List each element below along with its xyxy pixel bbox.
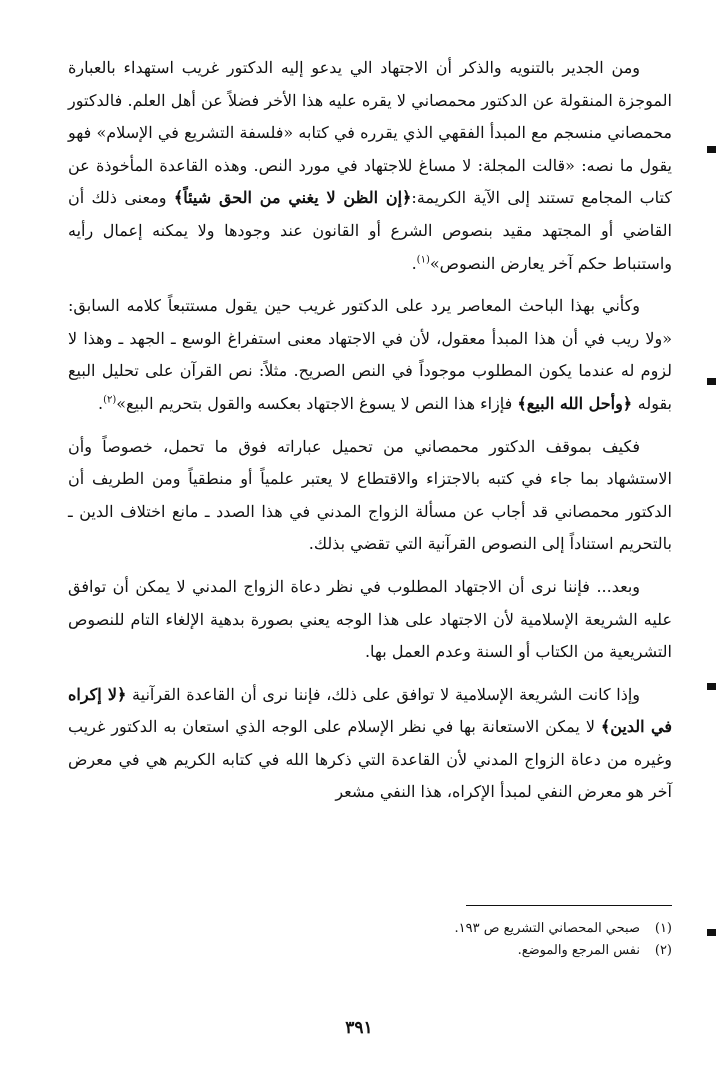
footnote-text: صبحي المحصاني التشريع ص ١٩٣. [454, 921, 640, 936]
paragraph-text: وبعد... فإننا نرى أن الاجتهاد المطلوب في نظر دعاة الزواج المدني لا يمكن أن توافق عليه الشريعة الإسلامية لأن الاجتهاد على هذا الوجه يعني بصورة بدهية الإلغاء التام للنصوص التشريعية من الكتاب أو السنة وعدم العمل بها. [68, 576, 672, 662]
footnote-text: نفس المرجع والموضع. [517, 943, 640, 958]
quran-verse: ﴿لا إكراه في الدين﴾ [68, 684, 673, 737]
footnote-2 [300, 940, 672, 962]
paragraph-text: ومعنى ذلك أن القاضي أو المجتهد مقيد بنصوص الشرع أو القانون عند وجودها ولا يمكنه إعمال رأيه واستنباط حكم آخر يعارض النصوص» [68, 188, 673, 273]
paragraph-3 [68, 431, 672, 561]
paragraph-text: فكيف بموقف الدكتور محمصاني من تحميل عباراته فوق ما تحمل، خصوصاً وأن الاستشهاد بما جاء في كتبه بالاجتزاء والاقتطاع لا يعتبر علمياً أو منطقياً ومن الطريف أن الدكتور محمصاني قد أجاب عن مسألة الزواج المدني في هذا الصدد ـ مانع اختلاف الدين ـ بالتحريم استناداً إلى النصوص القرآنية التي تقضي بذلك. [68, 436, 672, 554]
paragraph-5 [68, 679, 672, 809]
scan-mark [707, 378, 716, 385]
punctuation: . [97, 393, 104, 413]
footnote-number: (١) [654, 921, 672, 936]
footnote-1 [300, 918, 672, 940]
paragraph-text: لا يمكن الاستعانة بها في نظر الإسلام على الوجه الذي استعان به الدكتور غريب وغيره من دعاة الزواج المدني لأن القاعدة التي ذكرها الله في كتابه الكريم هي في معرض آخر هو معرض النفي لمبدأ الإكراه، هذا النفي مشعر [68, 717, 672, 802]
page-number: ٣٩١ [345, 1018, 373, 1038]
paragraph-text: فإزاء هذا النص لا يسوغ الاجتهاد بعكسه والقول بتحريم البيع» [116, 393, 518, 413]
paragraph-text: ومن الجدير بالتنويه والذكر أن الاجتهاد الي يدعو إليه الدكتور غريب استهداء بالعبارة الموجزة المنقولة عن الدكتور محمصاني لا يقره عليه هذا الأخر فضلاً عن أهل العلم. فالدكتور محمصاني منسجم مع المبدأ الفقهي الذي يقرره في كتابه «فلسفة التشريع في الإسلام» فهو يقول ما نصه: «قالت المجلة: لا مساغ للاجتهاد في مورد النص. وهذه القاعدة المأخوذة عن كتاب المجامع تستند إلى الآية الكريمة: [68, 58, 672, 208]
quran-verse: ﴿وأحل الله البيع﴾ [517, 393, 638, 413]
footnote-reference[interactable]: (٢) [103, 394, 117, 406]
footnote-separator [466, 905, 672, 906]
paragraph-1 [68, 52, 672, 280]
quran-verse: ﴿إن الظن لا يغني من الحق شيئاً﴾ [173, 188, 412, 208]
scan-mark [707, 683, 716, 690]
paragraph-4 [68, 571, 672, 669]
paragraph-text: وإذا كانت الشريعة الإسلامية لا توافق على ذلك، فإننا نرى أن القاعدة القرآنية [126, 684, 641, 704]
footnotes [300, 918, 672, 962]
scan-mark [707, 929, 716, 936]
scan-mark [707, 146, 716, 153]
paragraph-2 [68, 290, 672, 420]
footnote-number: (٢) [654, 943, 672, 958]
punctuation: . [411, 253, 417, 273]
paragraph-text: وكأني بهذا الباحث المعاصر يرد على الدكتور غريب حين يقول مستتبعاً كلامه السابق: «ولا ريب في أن هذا المبدأ معقول، لأن في الاجتهاد معنى استفراغ الوسع ـ الجهد ـ وهذا لا لزوم له عندما يكون المطلوب موجوداً في النص الصريح. مثلاً: نص القرآن على تحليل البيع بقوله [68, 296, 672, 413]
main-text [68, 52, 672, 809]
footnote-reference[interactable]: (١) [416, 254, 430, 266]
